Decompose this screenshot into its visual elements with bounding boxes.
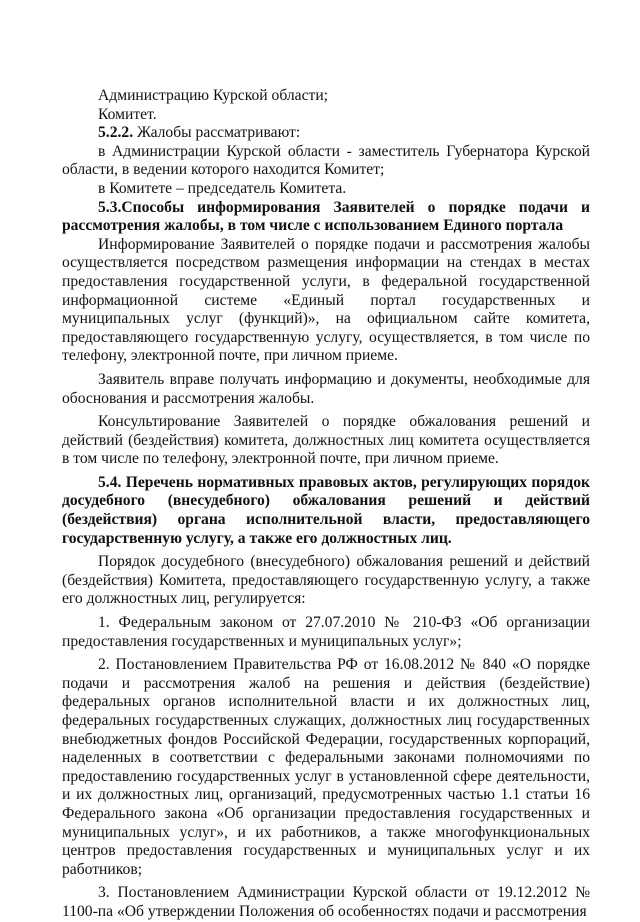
list-item-2: 2. Постановлением Правительства РФ от 16.08.2012 № 840 «О порядке подачи и рассмотрения жалоб на решения и действия (бездействие) федеральных органов исполнительной власти и их должностных лиц, федеральных государственных служащих, должностных лиц государственных внебюджетных фондов Российской Федерации, государственных корпораций, наделенных в соответствии с федеральными законами полномочиями по предоставлению государственных услуг в установленной сфере деятельности, и их должностных лиц, организаций, предусмотренных частью 1.1 статьи 16 Федерального закона «Об организации предоставления государственных и муниципальных услуг», и их работников, а также многофункциональных центров предоставления государственных и муниципальных услуг и их работников; xyxy=(62,656,590,878)
section-5-4-heading: 5.4. Перечень нормативных правовых актов, регулирующих порядок досудебного (внесудебного) обжалования решений и действий (бездействия) органа исполнительной власти, предоставляющего государственную услугу, а также его должностных лиц. xyxy=(62,473,590,547)
list-item-1: 1. Федеральным законом от 27.07.2010 № 210-ФЗ «Об организации предоставления государственных и муниципальных услуг»; xyxy=(62,614,590,650)
section-5-3-heading: 5.3.Способы информирования Заявителей о порядке подачи и рассмотрения жалобы, в том числе с использованием Единого портала xyxy=(62,198,590,235)
paragraph-order: Порядок досудебного (внесудебного) обжалования решений и действий (бездействия) Комитета, предоставляющего государственную услугу, а также его должностных лиц, регулируется: xyxy=(62,553,590,608)
intro-line-2: Комитет. xyxy=(98,105,157,123)
paragraph-right: Заявитель вправе получать информацию и документы, необходимые для обоснования и рассмотрения жалобы. xyxy=(62,370,590,407)
clause-committee: в Комитете – председатель Комитета. xyxy=(98,179,347,197)
paragraph-consult: Консультирование Заявителей о порядке обжалования решений и действий (бездействия) комитета, должностных лиц комитета осуществляется в том числе по телефону, электронной почте, при личном приеме. xyxy=(62,413,590,468)
clause-5-2-2-text: Жалобы рассматривают: xyxy=(133,124,301,142)
paragraph-inform: Информирование Заявителей о порядке подачи и рассмотрения жалобы осуществляется посредством размещения информации на стендах в местах предоставления государственной услуги, в федеральной государственной информационной системе «Единый портал государственных и муниципальных услуг (функций)», на официальном сайте комитета, предоставляющего государственную услугу, осуществляется, в том числе по телефону, электронной почте, при личном приеме. xyxy=(62,235,590,365)
clause-5-2-2-number: 5.2.2. xyxy=(98,124,134,142)
clause-5-2-2 xyxy=(62,124,590,143)
list-item-3: 3. Постановлением Администрации Курской области от 19.12.2012 № 1100-па «Об утверждении Положения об особенностях подачи и рассмотрения xyxy=(62,884,590,920)
clause-admin: в Администрации Курской области - заместитель Губернатора Курской области, в ведении которого находится Комитет; xyxy=(62,142,590,179)
intro-line-1: Администрацию Курской области; xyxy=(98,87,329,104)
